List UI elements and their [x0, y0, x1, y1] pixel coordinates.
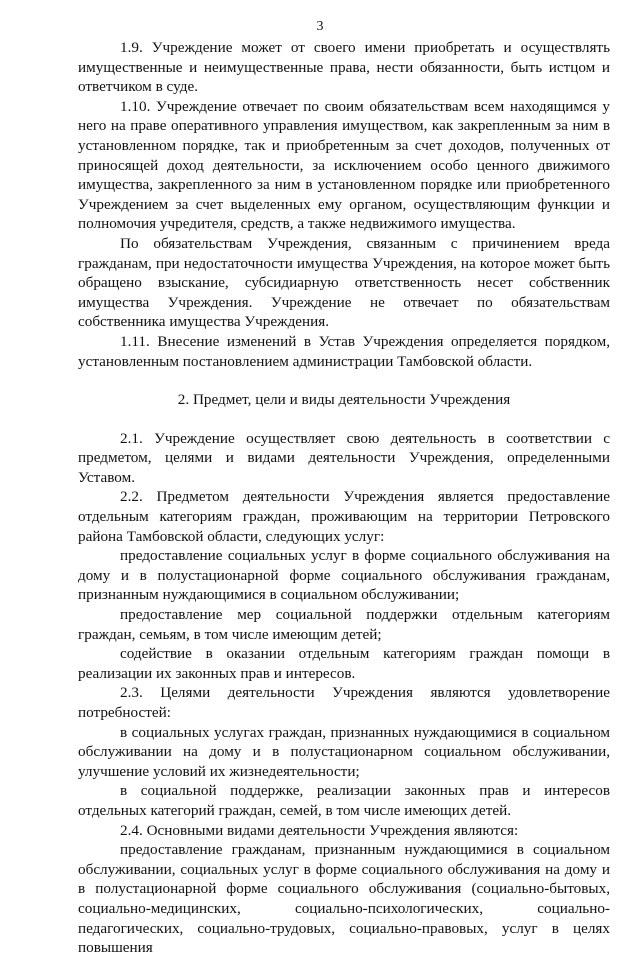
paragraph-liability: По обязательствам Учреждения, связанным с причинением вреда гражданам, при недостаточности имущества Учреждения, на которое может быть обращено взыскание, субсидиарную ответственность несет собственник имущества Учреждения. Учреждение не отвечает по обязательствам собственника имущества Учреждения. — [78, 234, 610, 331]
section-heading: 2. Предмет, цели и виды деятельности Учреждения — [177, 391, 511, 409]
paragraph-2-2: 2.2. Предметом деятельности Учреждения является предоставление отдельным категориям граждан, проживающим на территории Петровского района Тамбовской области, следующих услуг: — [78, 488, 610, 545]
paragraph-1-10: 1.10. Учреждение отвечает по своим обязательствам всем находящимся у него на праве оперативного управления имуществом, как закрепленным за ним в установленном порядке, так и приобретенным за счет доходов, полученных от приносящей доход деятельности, за исключением особо ценного движимого имущества, закрепленного за ним в установленном порядке или приобретенного Учреждением за счет выделенных ему органом, осуществляющим функции и полномочия учредителя, средств, а также недвижимого имущества. — [78, 97, 610, 233]
paragraph-1-9: 1.9. Учреждение может от своего имени приобретать и осуществлять имущественные и неимущественные права, нести обязанности, быть истцом и ответчиком в суде. — [78, 39, 610, 96]
paragraph-1-11: 1.11. Внесение изменений в Устав Учреждения определяется порядком, установленным постановлением администрации Тамбовской области. — [78, 332, 610, 370]
page-number: 3 — [316, 19, 324, 34]
paragraph-2-4: 2.4. Основными видами деятельности Учреждения являются: — [120, 821, 519, 839]
list-item-social-services: предоставление социальных услуг в форме социального обслуживания на дому и в полустационарной форме социального обслуживания гражданам, признанным нуждающимися в социальном обслуживании; — [78, 547, 610, 604]
list-item-needs-support: в социальной поддержке, реализации законных прав и интересов отдельных категорий граждан, семей, в том числе имеющих детей. — [78, 782, 610, 819]
list-item-needs-services: в социальных услугах граждан, признанных нуждающимися в социальном обслуживании на дому и в полустационарном социальном обслуживании, улучшение условий их жизнедеятельности; — [78, 723, 610, 780]
list-item-activity-types: предоставление гражданам, признанным нуждающимися в социальном обслуживании, социальных услуг в форме социального обслуживания на дому и в полустационарной форме социального обслуживания (социально-бытовых, социально-медицинских, социально-психологических, социально-педагогических, социально-трудовых, социально-правовых, услуг в целях повышения — [78, 841, 610, 957]
paragraph-2-1: 2.1. Учреждение осуществляет свою деятельность в соответствии с предметом, целями и видами деятельности Учреждения, определенными Уставом. — [78, 429, 610, 486]
document-body — [78, 38, 610, 958]
list-item-assistance: содействие в оказании отдельным категориям граждан помощи в реализации их законных прав и интересов. — [78, 645, 610, 682]
paragraph-2-3: 2.3. Целями деятельности Учреждения являются удовлетворение потребностей: — [78, 684, 610, 721]
list-item-support-measures: предоставление мер социальной поддержки отдельным категориям граждан, семьям, в том числе имеющим детей; — [78, 606, 610, 643]
